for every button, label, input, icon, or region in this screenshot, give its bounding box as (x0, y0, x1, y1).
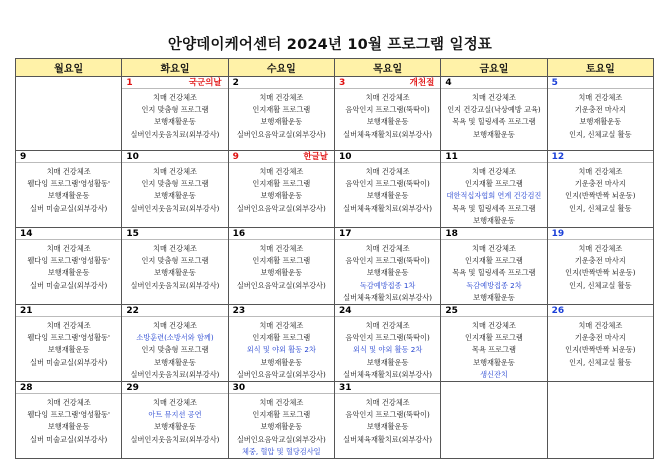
activity-item: 웰다잉 프로그램'영성활동' (27, 256, 110, 266)
activity-item: 실버인요음악교실(외부강사) (236, 203, 326, 213)
day-number-text: 18 (445, 229, 458, 240)
day-number-text: 22 (126, 306, 139, 317)
day-number (122, 228, 227, 240)
day-cell (334, 77, 440, 151)
day-number (229, 305, 334, 317)
day-number (335, 305, 440, 317)
day-cell (16, 77, 122, 151)
activity-item: 치매 건강체조 (365, 321, 410, 331)
activity-item: 실버 미술교실(외부강사) (30, 357, 108, 367)
activity-item: 실버체육재활치료(외부강사) (343, 292, 433, 302)
activity-item: 인지(반짝반짝 뇌운동) (565, 268, 636, 278)
special-activity: 독감예방접종 2차 (466, 280, 522, 290)
activity-item: 실버체육재활치료(외부강사) (343, 203, 433, 213)
day-cell (441, 77, 547, 151)
activity-item: 치매 건강체조 (259, 167, 304, 176)
week-row (16, 382, 654, 459)
activity-item: 웰다잉 프로그램'영성활동' (27, 410, 110, 420)
activity-item: 실버체육재활치료(외부강사) (343, 129, 433, 139)
activity-item: 음악인지 프로그램(뚝딱이) (345, 256, 430, 266)
activity-list (548, 240, 653, 292)
day-number (441, 77, 546, 89)
activity-list (122, 317, 227, 381)
day-cell (547, 77, 653, 151)
activity-item: 인지재활 프로그램 (465, 333, 523, 343)
weekday-header: 월요일 (16, 59, 122, 77)
activity-item: 음악인지 프로그램(뚝딱이) (345, 179, 430, 189)
activity-item: 실버체육재활치료(외부강사) (343, 434, 433, 444)
week-row (16, 77, 654, 151)
activity-item: 실버 미술교실(외부강사) (30, 203, 108, 213)
activity-item: 보행재활운동 (473, 129, 515, 139)
day-number-text: 19 (551, 229, 565, 240)
activity-item: 인지재활 프로그램 (252, 105, 311, 115)
activity-list (441, 240, 546, 304)
activity-list (122, 163, 227, 215)
day-cell (228, 151, 334, 228)
activity-item: 실버인지웃음치료(외부강사) (130, 434, 220, 444)
day-cell (16, 382, 122, 459)
activity-item: 보행재활운동 (260, 268, 303, 278)
day-number (335, 382, 440, 394)
activity-item: 인지재활 프로그램 (252, 256, 311, 266)
activity-item: 치매 건강체조 (365, 93, 410, 102)
activity-list (229, 240, 334, 292)
activity-list (16, 394, 121, 446)
activity-list (441, 89, 546, 141)
activity-item: 보행재활운동 (154, 357, 196, 367)
activity-item: 보행재활운동 (260, 191, 303, 201)
day-cell (122, 77, 228, 151)
activity-item: 치매 건강체조 (46, 167, 91, 176)
activity-item: 치매 건강체조 (153, 167, 197, 176)
day-cell (441, 228, 547, 305)
activity-list (335, 89, 440, 141)
day-number-text: 16 (232, 229, 246, 240)
activity-item: 실버인요음악교실(외부강사) (236, 369, 326, 379)
activity-list (441, 317, 546, 381)
day-number-text: 2 (232, 78, 239, 88)
activity-item: 실버 미술교실(외부강사) (30, 434, 108, 444)
activity-item: 목욕 및 힐링세족 프로그램 (452, 117, 536, 127)
activity-list (441, 163, 546, 227)
special-activity: 소방훈련(소방서와 함께) (136, 333, 214, 343)
day-cell (547, 151, 653, 228)
activity-item: 목욕 프로그램 (472, 345, 516, 355)
day-number (441, 228, 546, 240)
weekday-header: 토요일 (547, 59, 653, 77)
holiday-label: 한글날 (303, 152, 328, 162)
day-number-text: 9 (20, 152, 27, 162)
day-cell (547, 228, 653, 305)
day-number (16, 151, 121, 163)
day-number-text: 3 (338, 78, 346, 88)
activity-item: 실버인지웃음치료(외부강사) (130, 369, 220, 379)
day-number (122, 77, 227, 89)
activity-item: 치매 건강체조 (46, 321, 91, 331)
activity-item: 실버인지웃음치료(외부강사) (130, 203, 220, 213)
day-cell (228, 228, 334, 305)
day-number-text: 28 (20, 383, 33, 394)
activity-item: 웰다잉 프로그램'영성활동' (27, 179, 110, 189)
day-cell (228, 77, 334, 151)
day-number (122, 151, 227, 163)
day-number-text: 9 (232, 152, 239, 162)
activity-item: 인지, 신체교실 활동 (569, 280, 632, 290)
holiday-label: 개천절 (409, 78, 435, 88)
activity-list (122, 394, 227, 446)
activity-item: 기운충전 마사지 (574, 333, 626, 343)
activity-item: 보행재활운동 (154, 117, 196, 127)
activity-item: 실버 미술교실(외부강사) (30, 280, 108, 290)
day-number (441, 305, 546, 317)
day-number (16, 305, 121, 317)
day-cell (441, 382, 547, 459)
day-cell (228, 305, 334, 382)
day-cell (122, 382, 228, 459)
activity-item: 보행재활운동 (47, 191, 90, 201)
activity-item: 치매 건강체조 (472, 244, 516, 254)
activity-item: 보행재활운동 (154, 191, 196, 201)
day-number-text: 24 (338, 306, 352, 317)
day-number-text: 10 (338, 152, 352, 162)
weekday-header: 목요일 (334, 59, 440, 77)
activity-list (122, 89, 227, 141)
activity-item: 치매 건강체조 (472, 321, 516, 331)
day-cell (16, 151, 122, 228)
day-cell (547, 382, 653, 459)
special-activity: 외식 및 야외 활동 2차 (246, 345, 316, 355)
day-number-text: 4 (445, 78, 452, 88)
day-number-text: 23 (232, 306, 246, 317)
holiday-label: 국군의날 (188, 78, 222, 88)
activity-item: 기운충전 마사지 (574, 105, 626, 115)
activity-item: 치매 건강체조 (259, 398, 304, 408)
day-cell (441, 151, 547, 228)
activity-item: 인지(반짝반짝 뇌운동) (565, 345, 636, 355)
activity-list (16, 317, 121, 369)
activity-item: 보행재활운동 (154, 422, 196, 432)
activity-list (335, 240, 440, 304)
activity-item: 보행재활운동 (260, 357, 303, 367)
day-cell (16, 305, 122, 382)
activity-item: 보행재활운동 (47, 345, 90, 355)
activity-item: 보행재활운동 (579, 117, 622, 127)
activity-list (229, 317, 334, 381)
activity-item: 인지, 신체교실 활동 (569, 129, 632, 139)
day-number (335, 228, 440, 240)
activity-item: 치매 건강체조 (153, 321, 197, 331)
activity-list (16, 240, 121, 292)
activity-item: 치매 건강체조 (472, 93, 516, 102)
activity-list (548, 89, 653, 141)
activity-item: 치매 건강체조 (365, 244, 410, 254)
day-cell (228, 382, 334, 459)
day-number (229, 228, 334, 240)
activity-item: 치매 건강체조 (578, 93, 623, 102)
day-number (16, 382, 121, 394)
activity-item: 치매 건강체조 (259, 93, 304, 102)
day-cell (547, 305, 653, 382)
activity-item: 치매 건강체조 (153, 93, 197, 102)
day-cell (334, 305, 440, 382)
day-cell (334, 151, 440, 228)
activity-list (16, 163, 121, 215)
week-row (16, 151, 654, 228)
activity-item: 웰다잉 프로그램'영성활동' (27, 333, 110, 343)
special-activity: 외식 및 야외 활동 2차 (353, 345, 423, 355)
activity-item: 인지 맞춤형 프로그램 (141, 256, 209, 266)
activity-item: 목욕 및 힐링세족 프로그램 (452, 203, 536, 213)
day-number-text: 26 (551, 306, 565, 317)
activity-list (335, 317, 440, 381)
schedule-calendar (15, 58, 654, 459)
week-row (16, 228, 654, 305)
activity-item: 실버체육재활치료(외부강사) (343, 369, 433, 379)
day-cell (334, 228, 440, 305)
activity-item: 보행재활운동 (366, 191, 409, 201)
day-number-text: 1 (126, 78, 133, 88)
activity-item: 치매 건강체조 (365, 398, 410, 408)
activity-item: 치매 건강체조 (578, 321, 623, 331)
day-number-text: 10 (126, 152, 139, 162)
activity-list (335, 394, 440, 446)
activity-item: 치매 건강체조 (153, 244, 197, 254)
activity-item: 치매 건강체조 (472, 167, 516, 176)
activity-item: 인지재활 프로그램 (252, 410, 311, 420)
day-number-text: 12 (551, 152, 565, 162)
activity-item: 음악인지 프로그램(뚝딱이) (345, 105, 430, 115)
day-number (229, 77, 334, 89)
activity-item: 인지, 신체교실 활동 (569, 357, 632, 367)
activity-item: 실버인지웃음치료(외부강사) (130, 280, 220, 290)
activity-item: 보행재활운동 (47, 422, 90, 432)
page-title: 안양데이케어센터 2024년 10월 프로그램 일정표 (167, 37, 493, 53)
activity-item: 치매 건강체조 (365, 167, 410, 176)
activity-item: 보행재활운동 (47, 268, 90, 278)
activity-item: 치매 건강체조 (578, 167, 623, 176)
week-row (16, 305, 654, 382)
day-number-text: 14 (20, 229, 33, 240)
weekday-header: 화요일 (122, 59, 228, 77)
activity-list (122, 240, 227, 292)
activity-item: 목욕 및 힐링세족 프로그램 (452, 268, 536, 278)
activity-item: 보행재활운동 (366, 117, 409, 127)
special-activity: 독감예방접종 1차 (359, 280, 416, 290)
activity-item: 보행재활운동 (473, 292, 515, 302)
activity-list (548, 163, 653, 215)
activity-item: 인지 건강교실(낙상예방 교육) (447, 105, 541, 115)
activity-item: 치매 건강체조 (259, 321, 304, 331)
weekday-header: 금요일 (441, 59, 547, 77)
activity-item: 실버인요음악교실(외부강사) (236, 129, 326, 139)
day-number (548, 151, 653, 163)
day-cell (334, 382, 440, 459)
activity-item: 치매 건강체조 (578, 244, 623, 254)
special-activity: 체중, 혈압 및 혈당검사일 (242, 446, 321, 456)
day-number-text: 25 (445, 306, 458, 317)
activity-item: 인지재활 프로그램 (252, 333, 311, 343)
day-cell (122, 151, 228, 228)
day-number-text: 5 (551, 78, 558, 88)
day-cell (122, 228, 228, 305)
special-activity: 대한적십자협회 연계 건강검진 (446, 191, 542, 201)
activity-item: 인지재활 프로그램 (252, 179, 311, 189)
day-number-text: 30 (232, 383, 246, 394)
weekday-header-row (16, 59, 654, 77)
day-number (548, 305, 653, 317)
special-activity: 아트 뮤지션 공연 (148, 410, 202, 420)
activity-item: 보행재활운동 (366, 357, 409, 367)
day-cell (122, 305, 228, 382)
activity-item: 음악인지 프로그램(뚝딱이) (345, 333, 430, 343)
activity-item: 인지 맞춤형 프로그램 (141, 105, 209, 115)
special-activity: 생신잔치 (480, 369, 508, 379)
activity-item: 치매 건강체조 (46, 398, 91, 408)
day-number (229, 151, 334, 163)
activity-item: 인지 맞춤형 프로그램 (141, 179, 209, 189)
activity-item: 보행재활운동 (366, 422, 409, 432)
activity-item: 음악인지 프로그램(뚝딱이) (345, 410, 430, 420)
weekday-header: 수요일 (228, 59, 334, 77)
activity-item: 기운충전 마사지 (574, 256, 626, 266)
activity-item: 인지재활 프로그램 (465, 179, 523, 189)
activity-item: 치매 건강체조 (46, 244, 91, 254)
activity-list (335, 163, 440, 215)
activity-item: 기운충전 마사지 (574, 179, 626, 189)
activity-item: 치매 건강체조 (153, 398, 197, 408)
activity-item: 보행재활운동 (260, 117, 303, 127)
day-number (548, 228, 653, 240)
day-number-text: 31 (338, 383, 352, 394)
activity-item: 보행재활운동 (473, 215, 515, 225)
activity-item: 보행재활운동 (260, 422, 303, 432)
day-number (335, 151, 440, 163)
activity-item: 보행재활운동 (473, 357, 515, 367)
day-number-text: 21 (20, 306, 33, 317)
activity-item: 인지재활 프로그램 (465, 256, 523, 266)
activity-list (548, 317, 653, 369)
activity-item: 보행재활운동 (366, 268, 409, 278)
activity-item: 인지, 신체교실 활동 (569, 203, 632, 213)
day-number-text: 17 (338, 229, 352, 240)
activity-list (229, 163, 334, 215)
activity-item: 치매 건강체조 (259, 244, 304, 254)
day-cell (16, 228, 122, 305)
activity-item: 실버인요음악교실(외부강사) (236, 434, 326, 444)
activity-item: 실버인지웃음치료(외부강사) (130, 129, 220, 139)
activity-item: 인지(반짝반짝 뇌운동) (565, 191, 636, 201)
activity-list (229, 89, 334, 141)
day-number (122, 305, 227, 317)
day-number-text: 29 (126, 383, 139, 394)
activity-item: 보행재활운동 (154, 268, 196, 278)
day-number (441, 151, 546, 163)
day-number (16, 228, 121, 240)
day-number (548, 77, 653, 89)
day-number-text: 11 (445, 152, 458, 162)
activity-item: 실버인요음악교실(외부강사) (236, 280, 326, 290)
activity-item: 인지 맞춤형 프로그램 (141, 345, 209, 355)
day-number (229, 382, 334, 394)
day-number (335, 77, 440, 89)
day-number (122, 382, 227, 394)
day-cell (441, 305, 547, 382)
activity-list (229, 394, 334, 458)
day-number-text: 15 (126, 229, 139, 240)
